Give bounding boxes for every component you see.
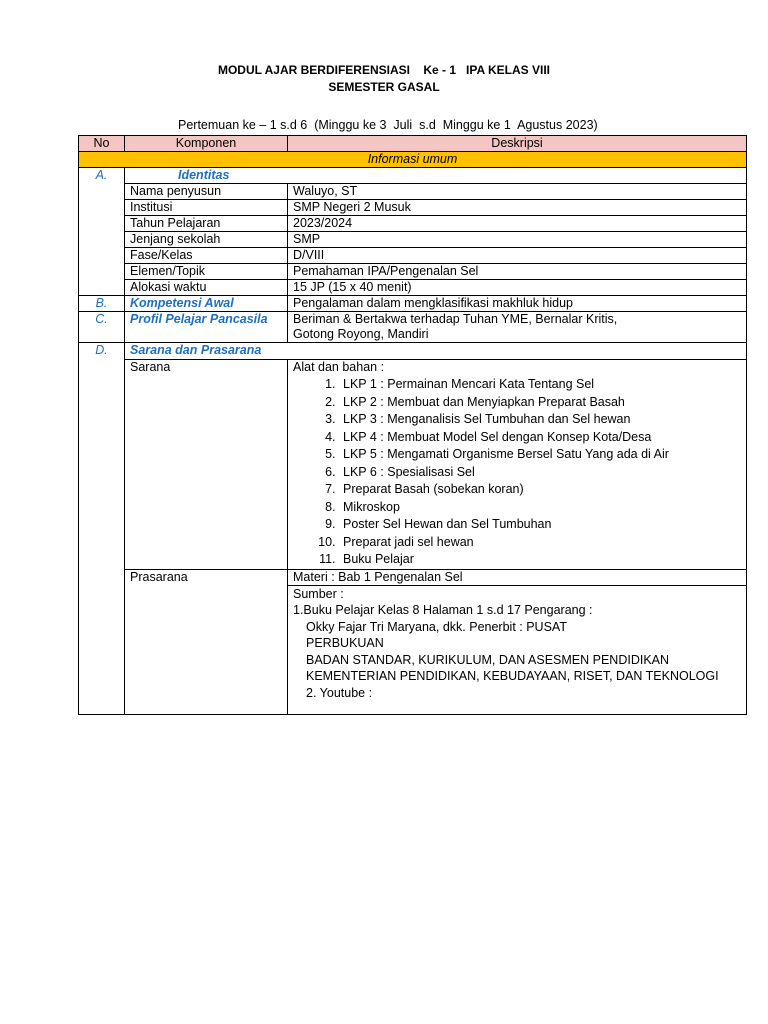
table-row [79,184,747,200]
identity-label: Institusi [125,200,288,216]
prasarana-label: Prasarana [125,569,288,714]
section-b-row [79,296,747,312]
section-a-title: Identitas [178,168,230,182]
identity-value: SMP [288,232,747,248]
sarana-list [293,376,741,569]
sumber-line: 1.Buku Pelajar Kelas 8 Halaman 1 s.d 17 Pengarang : [293,603,593,617]
list-item: 9. Poster Sel Hewan dan Sel Tumbuhan [339,516,741,534]
identity-label: Fase/Kelas [125,248,288,264]
list-item: 7. Preparat Basah (sobekan koran) [339,481,741,499]
list-item: 3. LKP 3 : Menganalisis Sel Tumbuhan dan Sel hewan [339,411,741,429]
list-item: 5. LKP 5 : Mengamati Organisme Bersel Satu Yang ada di Air [339,446,741,464]
informasi-umum-band: Informasi umum [79,152,747,168]
section-b-title: Kompetensi Awal [130,296,234,310]
section-c-value-line2: Gotong Royong, Mandiri [293,327,429,341]
meeting-schedule: Pertemuan ke – 1 s.d 6 (Minggu ke 3 Juli s.d Minggu ke 1 Agustus 2023) [178,118,598,132]
identity-value: SMP Negeri 2 Musuk [288,200,747,216]
list-item: 8. Mikroskop [339,499,741,517]
identity-label: Elemen/Topik [125,264,288,280]
identity-value: Pemahaman IPA/Pengenalan Sel [288,264,747,280]
table-row [79,200,747,216]
sumber-line: Okky Fajar Tri Maryana, dkk. Penerbit : PUSAT [306,619,567,634]
identity-value: D/VIII [288,248,747,264]
sumber-cell [288,585,747,714]
band-row [79,152,747,168]
section-d-title-row [79,343,747,360]
table-row [79,264,747,280]
header-komponen: Komponen [125,136,288,152]
materi-value: Materi : Bab 1 Pengenalan Sel [288,569,747,585]
section-c-row [79,312,747,343]
list-item: 10. Preparat jadi sel hewan [339,534,741,552]
sumber-line: KEMENTERIAN PENDIDIKAN, KEBUDAYAAN, RISET, DAN TEKNOLOGI [306,669,719,683]
list-item: 11. Buku Pelajar [339,551,741,569]
list-item: 4. LKP 4 : Membuat Model Sel dengan Konsep Kota/Desa [339,429,741,447]
sarana-row [79,360,747,570]
section-b-value: Pengalaman dalam mengklasifikasi makhluk hidup [288,296,747,312]
sumber-line: PERBUKUAN [306,636,384,650]
identity-value: 15 JP (15 x 40 menit) [288,280,747,296]
identity-value: Waluyo, ST [288,184,747,200]
sumber-line: BADAN STANDAR, KURIKULUM, DAN ASESMEN PENDIDIKAN [306,652,670,667]
identity-label: Tahun Pelajaran [125,216,288,232]
table-header-row [79,136,747,152]
identity-label: Jenjang sekolah [125,232,288,248]
section-a-title-row [79,168,747,184]
module-table [78,135,747,715]
sumber-line: Sumber : [293,586,344,601]
identity-value: 2023/2024 [288,216,747,232]
list-item: 2. LKP 2 : Membuat dan Menyiapkan Preparat Basah [339,394,741,412]
table-row [79,248,747,264]
sarana-intro: Alat dan bahan : [293,360,385,374]
list-item: 6. LKP 6 : Spesialisasi Sel [339,464,741,482]
section-b-letter: B. [79,296,125,312]
header-deskripsi: Deskripsi [288,136,747,152]
identity-label: Nama penyusun [125,184,288,200]
sumber-line: 2. Youtube : [306,685,373,700]
section-a-letter: A. [79,168,125,296]
table-row [79,232,747,248]
section-d-title: Sarana dan Prasarana [130,343,262,357]
list-item: 1. LKP 1 : Permainan Mencari Kata Tentang Sel [339,376,741,394]
section-c-value-line1: Beriman & Bertakwa terhadap Tuhan YME, Bernalar Kritis, [293,312,618,326]
section-c-letter: C. [79,312,125,343]
document-title: MODUL AJAR BERDIFERENSIASI Ke - 1 IPA KELAS VIII [217,63,551,77]
table-row [79,216,747,232]
section-c-title: Profil Pelajar Pancasila [130,312,268,326]
header-no: No [79,136,125,152]
section-d-letter: D. [79,343,125,715]
prasarana-row [79,569,747,585]
sarana-label: Sarana [125,360,288,570]
identity-label: Alokasi waktu [125,280,288,296]
document-subtitle: SEMESTER GASAL [328,80,440,94]
table-row [79,280,747,296]
